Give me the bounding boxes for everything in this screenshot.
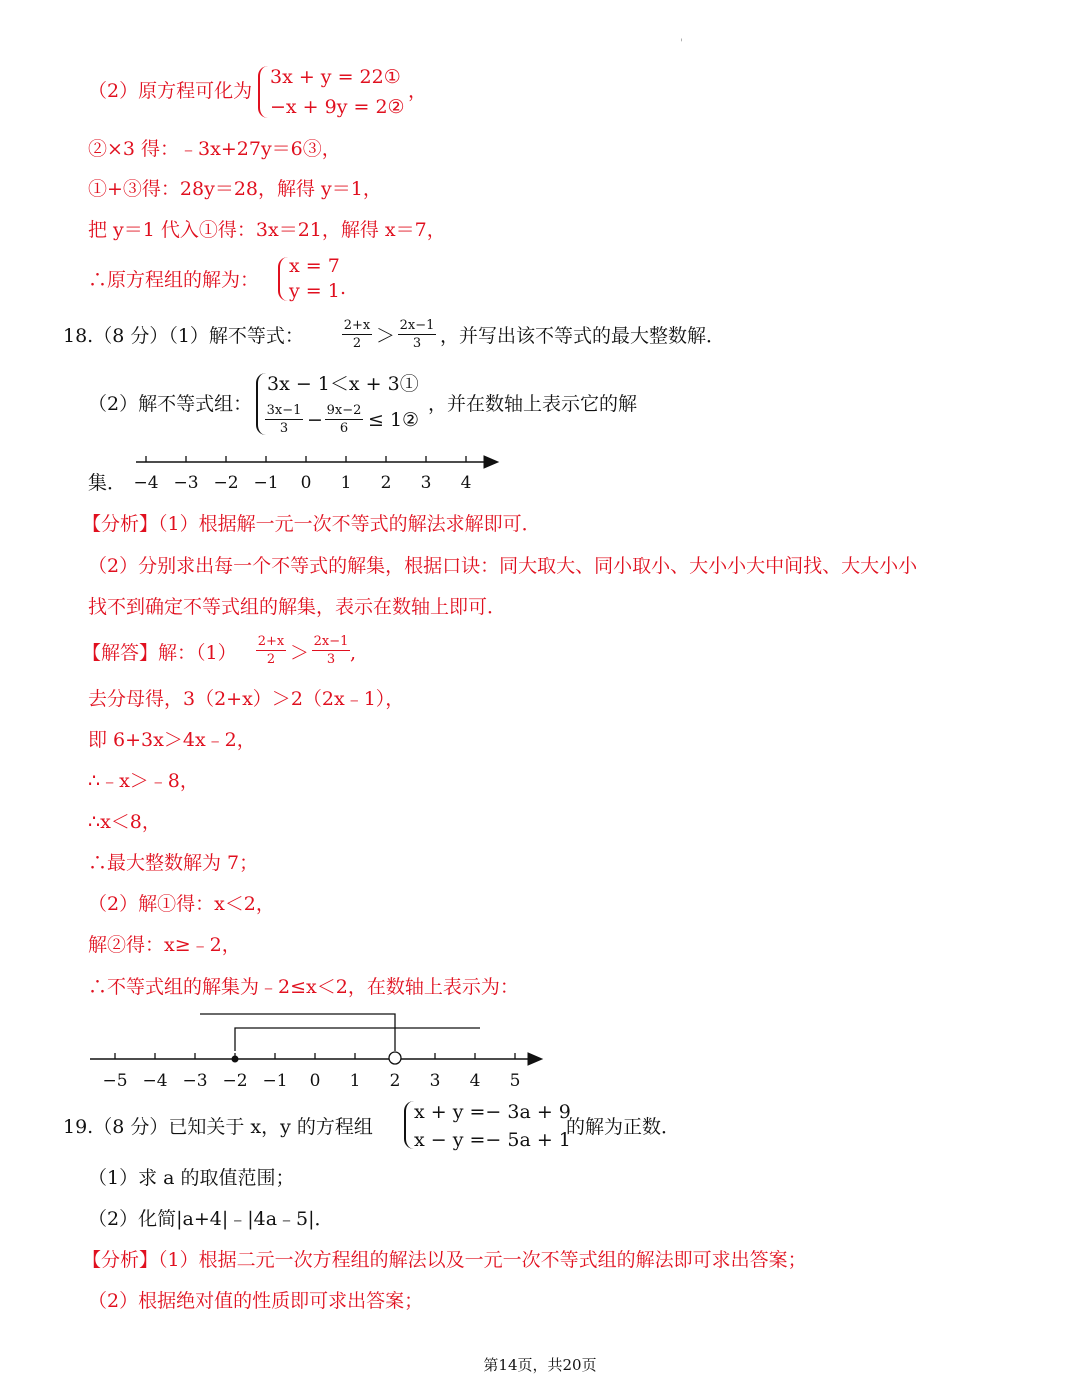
tick-label: −1 (262, 1071, 288, 1091)
q18-sys-frac1 (265, 403, 303, 436)
number-line-1 (128, 448, 508, 494)
solution-bracket-lt2 (200, 1014, 395, 1051)
q18-sys-frac2-num: 9x−2 (326, 403, 362, 418)
q17-solution-system (278, 254, 340, 304)
q19-p2: （2）化简|a+4|﹣|4a﹣5|． (88, 1208, 334, 1230)
tick-label: −4 (142, 1071, 168, 1091)
q18-sys-line1: 3x − 1＜x + 3① (267, 373, 419, 395)
q17-p2-system (258, 62, 405, 122)
q18-ans-frac2-den: 3 (326, 652, 336, 667)
tick-label: 1 (349, 1071, 361, 1091)
q18-sys-tail: ≤ 1② (368, 409, 420, 431)
q18-ans-frac1-den: 2 (266, 652, 276, 667)
tick-label: 4 (469, 1071, 481, 1091)
q19-system (404, 1098, 571, 1154)
q17-step2: ①+③得：28y＝28，解得 y＝1， (88, 178, 382, 200)
q18-frac2-den: 3 (412, 336, 422, 351)
q18-ans-gt: ＞ (290, 642, 310, 664)
tick-label: 0 (300, 473, 312, 493)
q17-p2-end: ， (408, 80, 428, 102)
tick-label: 2 (389, 1071, 401, 1091)
tick-label: −1 (253, 473, 279, 493)
q18-sys-frac1-den: 3 (279, 421, 289, 436)
q17-p2-intro: （2）原方程可化为 (88, 80, 253, 102)
tick-label: −5 (102, 1071, 128, 1091)
header-mark: ' (680, 38, 683, 49)
tick-label: 3 (429, 1071, 441, 1091)
q18-frac2-num: 2x−1 (399, 318, 435, 333)
q18-head: 18.（8 分）（1）解不等式： (63, 325, 304, 347)
q18-step5: ∴最大整数解为 7； (88, 852, 259, 874)
q18-step4: ∴x＜8， (88, 811, 161, 833)
open-point-2 (389, 1052, 401, 1064)
tick-label: −3 (182, 1071, 208, 1091)
q18-ans-end: , (350, 642, 357, 664)
q18-p2-end: ，并在数轴上表示它的解 (428, 393, 638, 415)
q18-frac1-den: 2 (352, 336, 362, 351)
q17-sol-x: x = 7 (289, 255, 340, 277)
q18-sys-frac2-den: 6 (339, 421, 349, 436)
q18-step3: ∴﹣x＞﹣8， (88, 770, 199, 792)
q19-analysis-2: （2）根据绝对值的性质即可求出答案； (88, 1290, 424, 1312)
q18-ji: 集． (88, 472, 127, 494)
closed-point-neg2 (232, 1056, 238, 1062)
q19-analysis-1: 【分析】（1）根据二元一次方程组的解法以及一元一次不等式组的解法即可求出答案； (82, 1249, 807, 1271)
q18-answer-intro: 【解答】解：（1） (82, 642, 237, 664)
q18-step6: （2）解①得：x＜2， (88, 893, 275, 915)
tick-label: 0 (309, 1071, 321, 1091)
number-line-2 (88, 1008, 548, 1094)
q17-step1: ②×3 得：﹣3x+27y＝6③， (88, 138, 341, 160)
q18-analysis-2: （2）分别求出每一个不等式的解集，根据口诀：同大取大、同小取小、大小小大中间找、大大小小 (88, 555, 918, 577)
q18-ans-frac1-num: 2+x (257, 634, 285, 649)
q18-analysis-3: 找不到确定不等式组的解集，表示在数轴上即可． (88, 596, 507, 618)
tick-label: 1 (340, 473, 352, 493)
q18-sys-frac2 (325, 403, 363, 436)
q17-eq2: −x + 9y = 2② (270, 96, 405, 118)
q18-ans-frac1 (256, 634, 286, 667)
tick-label: 3 (420, 473, 432, 493)
q18-step7: 解②得：x≥﹣2， (88, 934, 241, 956)
q18-ans-frac2-num: 2x−1 (313, 634, 349, 649)
tick-label: −2 (213, 473, 239, 493)
q18-frac2 (398, 318, 436, 351)
q19-eq1: x + y =− 3a + 9 (414, 1101, 571, 1123)
tick-label: −4 (133, 473, 159, 493)
q19-p1: （1）求 a 的取值范围； (88, 1167, 295, 1189)
page-footer: 第14页，共20页 (483, 1356, 597, 1374)
solution-bracket-ge-neg2 (235, 1028, 480, 1051)
q18-gt: ＞ (376, 325, 396, 347)
q19-head: 19.（8 分）已知关于 x，y 的方程组 (63, 1116, 373, 1138)
q17-conclusion: ∴原方程组的解为： (88, 269, 260, 291)
q18-sys-minus: − (307, 409, 323, 431)
q17-eq1: 3x + y = 22① (270, 66, 401, 88)
q18-system (256, 370, 431, 440)
q18-step1: 去分母得，3（2+x）＞2（2x﹣1）， (88, 688, 405, 710)
q19-eq2: x − y =− 5a + 1 (414, 1129, 571, 1151)
q17-step3: 把 y＝1 代入①得：3x＝21，解得 x＝7， (88, 219, 446, 241)
q18-sys-frac1-num: 3x−1 (266, 403, 302, 418)
q18-step2: 即 6+3x＞4x﹣2， (88, 729, 256, 751)
q18-frac1-num: 2+x (343, 318, 371, 333)
q19-head-end: 的解为正数． (566, 1116, 681, 1138)
tick-label: 5 (509, 1071, 521, 1091)
q18-frac1 (342, 318, 372, 351)
q18-head-end: ，并写出该不等式的最大整数解． (440, 325, 726, 347)
tick-label: −3 (173, 473, 199, 493)
q17-sol-y: y = 1 (289, 280, 340, 302)
q18-p2-intro: （2）解不等式组： (88, 393, 253, 415)
tick-label: 2 (380, 473, 392, 493)
q18-ans-frac2 (312, 634, 350, 667)
q18-analysis-1: 【分析】（1）根据解一元一次不等式的解法求解即可． (82, 513, 541, 535)
q18-step8: ∴不等式组的解集为﹣2≤x＜2，在数轴上表示为： (88, 976, 519, 998)
tick-label: 4 (460, 473, 472, 493)
q17-conclusion-end: . (340, 277, 347, 299)
tick-label: −2 (222, 1071, 248, 1091)
